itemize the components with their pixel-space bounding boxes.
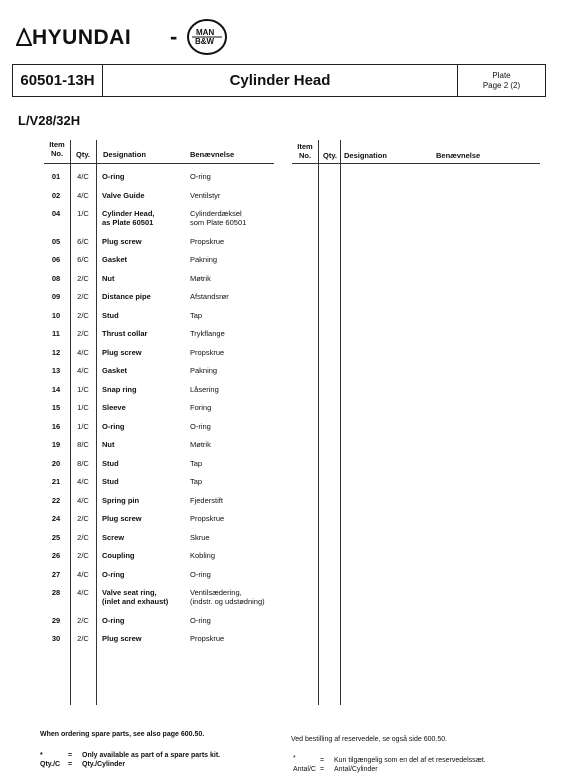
- item-no: 09: [51, 292, 61, 301]
- designation-line: Distance pipe: [102, 292, 151, 301]
- item-designation: [102, 570, 188, 579]
- col-item-no-right: [294, 142, 316, 160]
- col-qty: Qty.: [75, 150, 91, 159]
- designation-line: Gasket: [102, 366, 128, 375]
- item-benaevnelse: [190, 533, 290, 542]
- item-designation: [102, 634, 188, 643]
- item-qty: 2/C: [77, 310, 89, 320]
- benaevnelse-line: Kobling: [190, 551, 216, 560]
- item-qty: 6/C: [77, 236, 89, 246]
- item-designation: [102, 514, 188, 523]
- item-benaevnelse: [190, 588, 290, 606]
- item-no: 14: [51, 384, 61, 394]
- item-designation: [102, 459, 188, 468]
- item-no: 28: [51, 588, 61, 597]
- item-no: 04: [51, 209, 61, 218]
- item-no: 29: [51, 615, 61, 625]
- item-designation: [102, 209, 188, 227]
- item-designation: [102, 385, 188, 394]
- item-benaevnelse: [190, 366, 290, 375]
- item-designation: [102, 588, 188, 606]
- designation-line: Stud: [102, 458, 119, 468]
- item-designation: [102, 237, 188, 246]
- item-designation: [102, 311, 188, 320]
- item-qty: 1/C: [77, 403, 89, 412]
- designation-line: Cylinder Head,: [102, 209, 155, 218]
- item-qty: 1/C: [77, 384, 89, 394]
- benaevnelse-line: Fjederstift: [190, 495, 223, 505]
- item-designation: [102, 496, 188, 505]
- item-designation: [102, 422, 188, 431]
- designation-line: O-ring: [102, 569, 125, 579]
- item-benaevnelse: [190, 311, 290, 320]
- item-designation: [102, 440, 188, 449]
- designation-line: Plug screw: [102, 514, 142, 523]
- benaevnelse-line: som Plate 60501: [190, 218, 247, 227]
- item-benaevnelse: [190, 191, 290, 200]
- item-benaevnelse: [190, 172, 290, 181]
- item-benaevnelse: [190, 514, 290, 523]
- item-no: 16: [51, 421, 61, 431]
- item-qty: 6/C: [77, 255, 89, 264]
- brand-logo: [16, 18, 246, 58]
- item-qty: 4/C: [77, 569, 89, 579]
- item-benaevnelse: [190, 570, 290, 579]
- item-benaevnelse: [190, 237, 290, 246]
- partner-line2: B&W: [195, 37, 215, 46]
- item-benaevnelse: [190, 459, 290, 468]
- item-benaevnelse: [190, 348, 290, 357]
- benaevnelse-line: Møtrik: [190, 273, 211, 283]
- item-qty: 2/C: [77, 329, 89, 338]
- item-benaevnelse: [190, 403, 290, 412]
- item-no: 24: [51, 514, 61, 523]
- col-no-label: No.: [50, 149, 64, 158]
- item-qty: 4/C: [77, 588, 89, 597]
- item-no: 27: [51, 569, 61, 579]
- item-no: 05: [51, 236, 61, 246]
- order-note-en: When ordering spare parts, see also page 600.50.: [40, 731, 205, 738]
- item-no: 26: [51, 551, 61, 560]
- item-qty: 4/C: [77, 172, 89, 181]
- benaevnelse-line: O-ring: [190, 421, 211, 431]
- benaevnelse-line: Afstandsrør: [190, 292, 229, 301]
- item-designation: [102, 292, 188, 301]
- item-designation: [102, 616, 188, 625]
- item-no: 11: [52, 329, 60, 338]
- benaevnelse-line: Tap: [190, 458, 203, 468]
- qty-eq-en: =: [68, 761, 73, 768]
- document-title: Cylinder Head: [103, 65, 458, 96]
- item-qty: 4/C: [77, 477, 89, 486]
- item-designation: [102, 366, 188, 375]
- item-qty: 1/C: [77, 209, 89, 218]
- item-qty: 2/C: [77, 532, 89, 542]
- brand-dash: -: [170, 24, 178, 49]
- benaevnelse-line: Møtrik: [190, 440, 211, 449]
- star-symbol-en: *: [40, 752, 43, 759]
- item-no: 13: [51, 366, 61, 375]
- star-symbol-dk: *: [293, 755, 296, 762]
- item-designation: [102, 348, 188, 357]
- benaevnelse-line: Propskrue: [190, 347, 225, 357]
- item-qty: 4/C: [77, 190, 89, 200]
- col-no-label-right: No.: [298, 151, 312, 160]
- item-no: 10: [51, 310, 61, 320]
- qty-eq-dk: =: [320, 766, 325, 773]
- document-code: 60501-13H: [13, 65, 103, 96]
- item-designation: [102, 477, 188, 486]
- benaevnelse-line: Foring: [190, 403, 212, 412]
- qty-value-dk: Antal/Cylinder: [334, 766, 378, 773]
- item-no: 06: [51, 255, 61, 264]
- engine-type: L/V28/32H: [18, 113, 81, 128]
- item-qty: 2/C: [77, 273, 89, 283]
- item-no: 25: [51, 532, 61, 542]
- document-header: [12, 64, 546, 97]
- designation-line: as Plate 60501: [102, 218, 154, 227]
- item-benaevnelse: [190, 477, 290, 486]
- designation-line: Plug screw: [102, 634, 142, 643]
- item-benaevnelse: [190, 274, 290, 283]
- designation-line: Screw: [102, 532, 125, 542]
- item-qty: 1/C: [77, 421, 89, 431]
- item-benaevnelse: [190, 385, 290, 394]
- designation-line: Valve Guide: [102, 190, 145, 200]
- item-benaevnelse: [190, 551, 290, 560]
- item-qty: 2/C: [77, 615, 89, 625]
- table-header-rule-right: [292, 163, 540, 164]
- item-designation: [102, 191, 188, 200]
- column-divider: [96, 140, 97, 705]
- designation-line: Plug screw: [102, 236, 142, 246]
- column-divider: [340, 140, 341, 705]
- column-divider: [70, 140, 71, 705]
- item-no: 08: [51, 273, 61, 283]
- item-no: 19: [51, 440, 61, 449]
- item-no: 01: [51, 172, 61, 181]
- item-benaevnelse: [190, 440, 290, 449]
- benaevnelse-line: Propskrue: [190, 634, 225, 643]
- item-benaevnelse: [190, 329, 290, 338]
- item-benaevnelse: [190, 292, 290, 301]
- star-note-en: Only available as part of a spare parts kit.: [82, 752, 221, 759]
- qty-label-en: Qty./C: [40, 761, 61, 768]
- item-qty: 4/C: [77, 495, 89, 505]
- designation-line: Coupling: [102, 551, 135, 560]
- benaevnelse-line: Cylinderdæksel: [190, 209, 242, 218]
- item-designation: [102, 172, 188, 181]
- item-benaevnelse: [190, 496, 290, 505]
- item-benaevnelse: [190, 634, 290, 643]
- col-designation: Designation: [103, 150, 146, 159]
- table-header-rule: [44, 163, 274, 164]
- designation-line: O-ring: [102, 172, 125, 181]
- item-qty: 4/C: [77, 366, 89, 375]
- partner-line1: MAN: [196, 28, 215, 37]
- item-benaevnelse: [190, 422, 290, 431]
- order-note-dk: Ved bestilling af reservedele, se også side 600.50.: [291, 736, 448, 743]
- star-eq-dk: =: [320, 757, 325, 764]
- benaevnelse-line: (indstr. og udstødning): [190, 597, 265, 606]
- brand-name: HYUNDAI: [32, 26, 132, 49]
- designation-line: Sleeve: [102, 403, 126, 412]
- item-qty: 2/C: [77, 514, 89, 523]
- item-benaevnelse: [190, 209, 290, 227]
- col-benaevnelse: Benævnelse: [190, 150, 235, 159]
- designation-line: Nut: [102, 273, 115, 283]
- designation-line: Valve seat ring,: [102, 588, 157, 597]
- designation-line: Gasket: [102, 255, 128, 264]
- col-designation-right: Designation: [344, 151, 387, 160]
- item-qty: 4/C: [77, 347, 89, 357]
- item-qty: 8/C: [77, 440, 89, 449]
- item-qty: 2/C: [77, 634, 89, 643]
- col-item-no: [46, 140, 68, 158]
- item-benaevnelse: [190, 616, 290, 625]
- star-eq-en: =: [68, 752, 73, 759]
- item-no: 02: [51, 190, 61, 200]
- designation-line: O-ring: [102, 421, 125, 431]
- benaevnelse-line: Trykflange: [190, 329, 225, 338]
- column-divider: [318, 140, 319, 705]
- benaevnelse-line: Propskrue: [190, 236, 225, 246]
- qty-value-en: Qty./Cylinder: [82, 761, 126, 768]
- benaevnelse-line: Pakning: [190, 366, 218, 375]
- plate-label: Plate: [492, 71, 511, 80]
- item-no: 20: [51, 458, 61, 468]
- item-designation: [102, 403, 188, 412]
- item-no: 21: [51, 477, 61, 486]
- benaevnelse-line: O-ring: [190, 615, 211, 625]
- item-designation: [102, 551, 188, 560]
- col-item-label-right: Item: [297, 142, 313, 151]
- item-qty: 2/C: [77, 551, 89, 560]
- partner-logo: [186, 18, 228, 56]
- item-qty: 2/C: [77, 292, 89, 301]
- benaevnelse-line: Tap: [190, 310, 203, 320]
- benaevnelse-line: O-ring: [190, 569, 211, 579]
- designation-line: Nut: [102, 440, 115, 449]
- item-designation: [102, 533, 188, 542]
- benaevnelse-line: Låsering: [190, 384, 219, 394]
- col-benaevnelse-right: Benævnelse: [436, 151, 481, 160]
- benaevnelse-line: Ventilstyr: [190, 190, 221, 200]
- item-qty: 8/C: [77, 458, 89, 468]
- benaevnelse-line: O-ring: [190, 172, 211, 181]
- item-no: 15: [51, 403, 61, 412]
- designation-line: Plug screw: [102, 347, 142, 357]
- item-benaevnelse: [190, 255, 290, 264]
- item-no: 22: [51, 495, 61, 505]
- item-no: 30: [51, 634, 61, 643]
- designation-line: Thrust collar: [102, 329, 148, 338]
- benaevnelse-line: Ventilsædering,: [190, 588, 242, 597]
- page-number: Page 2 (2): [482, 81, 521, 90]
- item-designation: [102, 274, 188, 283]
- item-designation: [102, 255, 188, 264]
- designation-line: Stud: [102, 310, 119, 320]
- benaevnelse-line: Tap: [190, 477, 203, 486]
- designation-line: (inlet and exhaust): [102, 597, 169, 606]
- benaevnelse-line: Skrue: [190, 532, 210, 542]
- star-note-dk: Kun tilgængelig som en del af et reservedelssæt.: [334, 757, 486, 764]
- col-item-label: Item: [49, 140, 65, 149]
- qty-label-dk: Antal/C: [293, 766, 316, 773]
- item-no: 12: [51, 347, 61, 357]
- benaevnelse-line: Propskrue: [190, 514, 225, 523]
- designation-line: Stud: [102, 477, 119, 486]
- triangle-logo-icon: [16, 28, 32, 46]
- designation-line: Snap ring: [102, 384, 137, 394]
- designation-line: Spring pin: [102, 495, 140, 505]
- plate-info: [458, 65, 545, 96]
- designation-line: O-ring: [102, 615, 125, 625]
- benaevnelse-line: Pakning: [190, 255, 218, 264]
- item-designation: [102, 329, 188, 338]
- col-qty-right: Qty.: [322, 151, 338, 160]
